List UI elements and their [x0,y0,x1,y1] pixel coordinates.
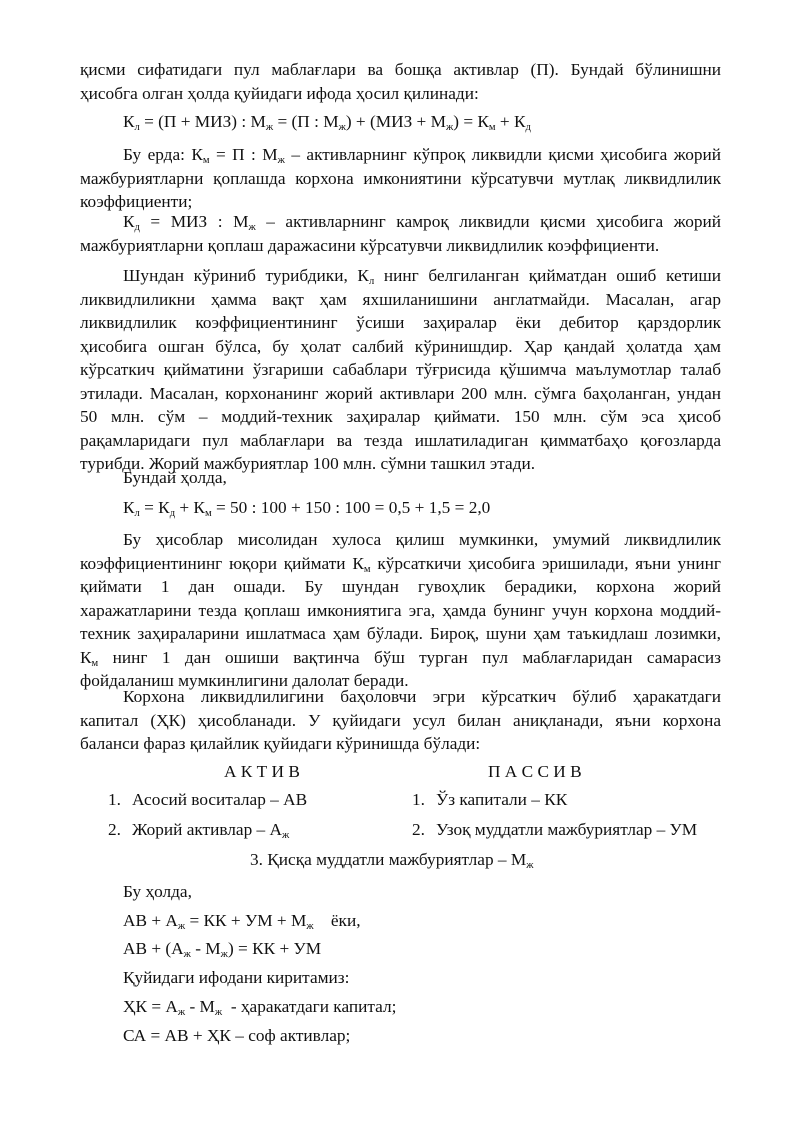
formula-subscript: м [488,122,496,133]
subscript: л [368,276,375,287]
paragraph-3-line-1 [80,210,721,234]
equation-text: - М [185,997,215,1016]
text: – активларнинг кўпроқ ликвидли қисми ҳисобига жорий [284,145,721,164]
paragraph-5-line-6 [80,646,721,670]
paragraph-4-line-4: ҳисобига ошган бўлса, бу ҳолат салбий кўринишдир. Ҳар қандай ҳолатда ҳам [80,336,721,356]
paragraph-2 [80,143,721,214]
subscript: ж [248,222,256,233]
item-number: 1. [108,790,121,809]
item-subscript: ж [281,830,290,841]
aktiv-heading: А К Т И В [224,762,300,781]
paragraph-4-line-3: ликвидлилик коэффициентининг ўсиши заҳиралар ёки дебитор қарздорлик [80,313,721,332]
paragraph-5-line-7: фойдаланиш мумкинлигини далолат беради. [80,671,409,690]
paragraph-1 [80,58,721,105]
paragraph-3 [80,210,721,257]
passiv-item-3 [250,848,534,872]
equation-subscript: ж [177,921,186,932]
formula-text: К [123,498,135,517]
paragraph-6 [80,685,721,756]
paragraph-5 [80,528,721,693]
paragraph-4-line-2: ликвидлиликни ҳамма вақт ҳам яхшиланишини англатмайди. Масалан, агар [80,289,721,309]
formula-subscript: л [134,122,140,133]
equation-text: - ҳаракатдаги капитал; [222,997,397,1016]
paragraph-5-line-2 [80,552,721,576]
formula-text: = (П + МИЗ) : М [139,112,266,131]
item-number: 2. [108,820,121,839]
equation-text: ) = КК + УМ [227,939,322,958]
item-subscript: ж [526,860,534,871]
text: Бу ерда: К [123,145,203,164]
equation-subscript: ж [220,949,228,960]
formula-subscript: ж [445,122,454,133]
paragraph-5-line-4: харажатларини тезда қоплаш имкониятига эга, ҳамда бунинг учун корхона моддий- [80,600,721,620]
equation-3 [123,995,396,1019]
formula-subscript: д [169,508,176,519]
subscript: м [91,657,99,669]
passiv-heading: П А С С И В [488,762,582,781]
equation-text: = КК + УМ + М [185,911,307,930]
aktiv-item [108,788,307,812]
text: коэффициентининг юқори қиймати К [80,553,364,573]
formula-text: ) + (МИЗ + М [345,112,446,131]
item-number: 2. [412,820,425,839]
subscript: м [363,563,371,575]
item-text: Ўз капитали – КК [436,790,568,809]
aktiv-item [108,818,289,842]
text: = П : М [209,145,278,164]
equation-text: - М [190,939,221,958]
line-bunday-holda: Бундай ҳолда, [123,468,227,487]
paragraph-4-line-7: 50 млн. сўм – моддий-техник заҳиралар қиймати. 150 млн. сўм эса ҳисоб [80,407,721,426]
equation-4: СА = АВ + ҲК – соф активлар; [123,1026,351,1045]
paragraph-6-line-1: Корхона ликвидлилигини баҳоловчи эгри кўрсаткич бўлиб ҳаракатдаги [123,687,721,706]
equation-2 [123,937,321,961]
equation-subscript: ж [183,949,191,960]
paragraph-3-line-2: мажбуриятларни қоплаш даражасини кўрсатувчи ликвидлилик коэффициенти. [80,235,660,255]
formula-subscript: ж [265,122,274,133]
paragraph-4 [80,264,721,476]
equation-text: АВ + А [123,911,178,930]
paragraph-5-line-1: Бу ҳисоблар мисолидан хулоса қилиш мумкинки, умумий ликвидлилик [123,530,721,549]
equation-text: АВ + (А [123,939,184,958]
text: нинг белгиланган қийматдан ошиб кетиши [374,266,721,285]
formula-text: ) = К [453,112,489,131]
text: = МИЗ : М [139,212,249,231]
paragraph-1-line-1: қисми сифатидаги пул маблағлари ва бошқа активлар (П). Бундай бўлинишни [80,60,721,79]
text: К [80,647,92,667]
line-kuyidagi: Қуйидаги ифодани киритамиз: [123,968,350,987]
item-number: 1. [412,790,425,809]
paragraph-6-line-3: баланси фараз қилайлик қуйидаги кўринишда бўлади: [80,734,481,753]
paragraph-4-line-5: кўрсаткич қийматини ўзгариши сабаблари тўғрисида қўшимча маълумотлар талаб [80,360,721,379]
formula-subscript: д [525,122,531,133]
equation-text: ёки, [313,911,361,930]
text: кўрсаткичи ҳисобига эришилади, яъни унинг [370,553,721,573]
formula-subscript: м [204,508,212,519]
formula-liquidity-2 [123,496,490,520]
equation-subscript: ж [306,921,314,932]
text: Шундан кўриниб турибдики, К [123,266,369,285]
subscript: м [202,155,210,166]
subscript: д [134,222,140,233]
line-bu-holda: Бу ҳолда, [123,882,192,901]
equation-text: ҲК = А [123,997,178,1016]
paragraph-4-line-6: этилади. Масалан, корхонанинг жорий активлари 200 млн. сўмга баҳоланган, ундан [80,383,721,403]
equation-1 [123,909,361,933]
paragraph-4-line-8: рақамларидаги пул маблағлари ва тезда ишлатиладиган қимматбаҳо қоғозларда [80,430,721,450]
equation-subscript: ж [214,1007,223,1018]
passiv-item [412,818,697,842]
text: – активларнинг камроқ ликвидли қисми ҳисобига жорий [255,212,722,231]
paragraph-4-line-1 [80,264,721,288]
paragraph-5-line-5: техник заҳираларини ишлатмаса ҳам бўлади. Бироқ, шуни ҳам таъкидлаш лозимки, [80,624,721,643]
formula-text: К [123,112,135,131]
formula-text: = К [139,498,170,517]
paragraph-2-line-2: мажбуриятларни қоплашда корхона имкониятини кўрсатувчи мутлақ ликвидлилик [80,168,721,188]
formula-text: + К [495,112,526,131]
equation-subscript: ж [177,1007,186,1018]
text: нинг 1 дан ошиши вақтинча бўш турган пул маблағларидан самарасиз [98,647,721,667]
paragraph-6-line-2: капитал (ҲК) ҳисобланади. У қуйидаги усул билан аниқланади, яъни корхона [80,710,721,730]
formula-text: + К [175,498,205,517]
formula-text: = 50 : 100 + 150 : 100 = 0,5 + 1,5 = 2,0 [211,498,491,517]
formula-subscript: ж [338,122,346,133]
paragraph-1-line-2: ҳисобга олган ҳолда қуйидаги ифода ҳосил қилинади: [80,83,479,103]
item-text: Узоқ муддатли мажбуриятлар – УМ [436,820,698,839]
paragraph-4-line-9: турибди. Жорий мажбуриятлар 100 млн. сўмни ташкил этади. [80,454,536,473]
paragraph-5-line-3: қиймати 1 дан ошади. Бу шундан гувоҳлик берадики, корхона жорий [80,577,721,596]
item-text: Асосий воситалар – АВ [132,790,308,809]
passiv-item [412,788,567,812]
text: К [123,212,135,231]
item-text: Жорий активлар – А [132,820,282,839]
item-text: 3. Қисқа муддатли мажбуриятлар – М [250,850,527,869]
formula-subscript: л [134,508,140,519]
paragraph-2-line-1 [80,143,721,167]
formula-liquidity-1 [123,110,531,134]
paragraph-2-line-3: коэффициенти; [80,192,193,211]
subscript: ж [277,155,285,166]
formula-text: = (П : М [273,112,339,131]
